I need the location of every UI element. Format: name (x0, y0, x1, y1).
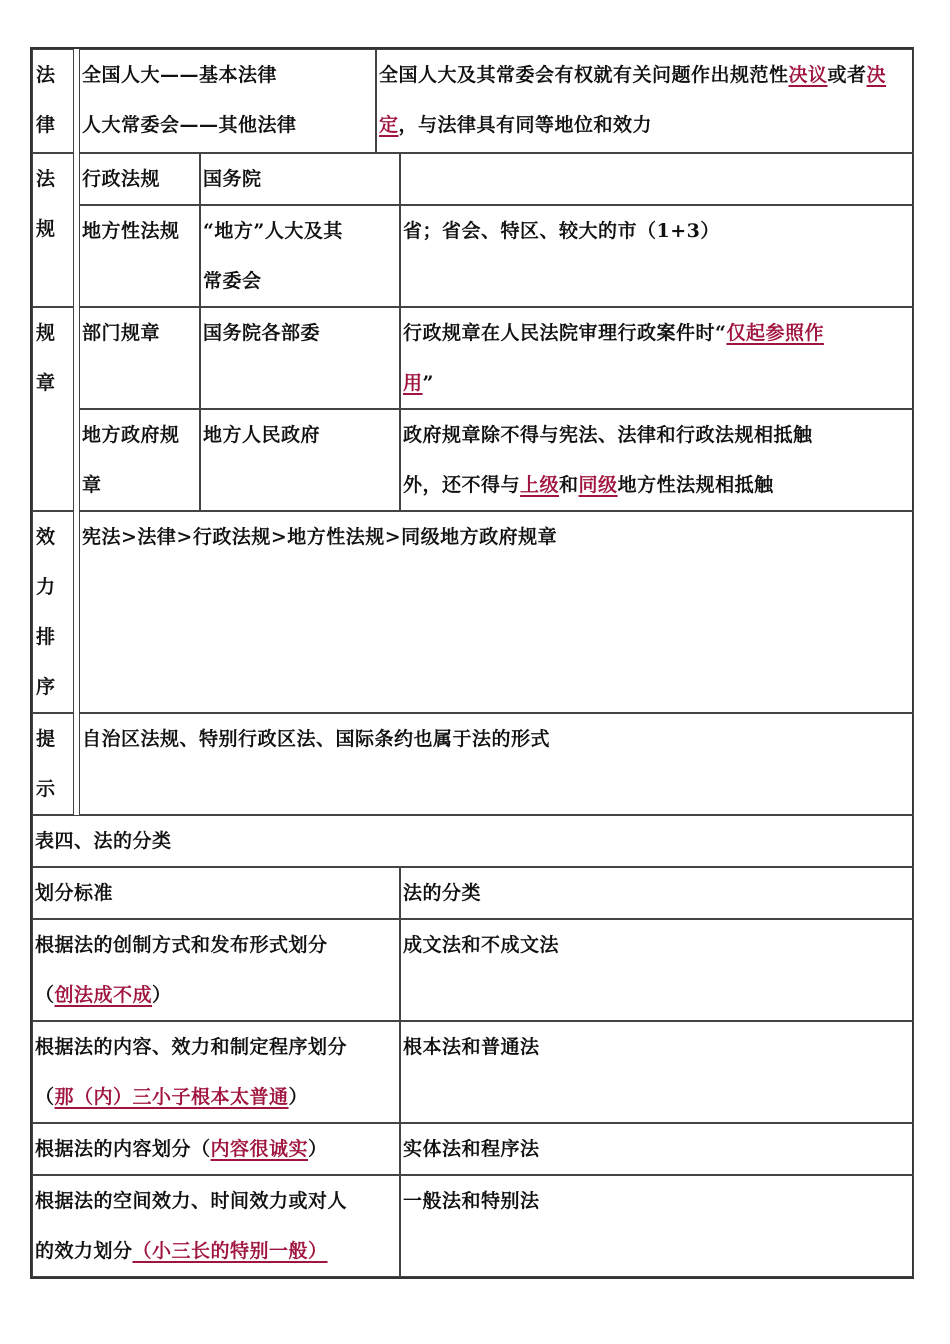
mnemonic-highlight: 创法成不成 (54, 984, 153, 1006)
table4-row2-criterion: 根据法的内容、效力和制定程序划分 （那（内）三小子根本太普通） (32, 1021, 400, 1123)
regulations-label-cell: 法 规 (32, 153, 74, 307)
table4-row1-category: 成文法和不成文法 (400, 919, 914, 1021)
rules-label-cell: 规 章 (32, 307, 74, 511)
admin-regulation-type: 行政法规 (79, 153, 200, 205)
law-label-cell: 法 律 (32, 49, 74, 153)
table4-row4-criterion: 根据法的空间效力、时间效力或对人 的效力划分（小三长的特别一般） (32, 1175, 400, 1277)
table4-title: 表四、法的分类 (32, 815, 914, 867)
local-gov-rules-type: 地方政府规 章 (79, 409, 200, 511)
highlight-decision: 决定 (379, 64, 887, 136)
table4-row3-category: 实体法和程序法 (400, 1123, 914, 1175)
local-regulation-note: 省；省会、特区、较大的市（1+3） (400, 205, 914, 307)
table4-row3-criterion: 根据法的内容划分（内容很诚实） (32, 1123, 400, 1175)
department-rules-note: 行政规章在人民法院审理行政案件时“仅起参照作 用” (400, 307, 914, 409)
local-regulation-maker: “地方”人大及其 常委会 (200, 205, 400, 307)
department-rules-type: 部门规章 (79, 307, 200, 409)
mnemonic-highlight: 那（内）三小子根本太普通 (54, 1086, 289, 1108)
admin-regulation-note (400, 153, 914, 205)
table4-row1-criterion: 根据法的创制方式和发布形式划分 （创法成不成） (32, 919, 400, 1021)
table4-row2-category: 根本法和普通法 (400, 1021, 914, 1123)
mnemonic-highlight: （小三长的特别一般） (132, 1240, 328, 1262)
highlight-reference-only-cont: 用 (403, 372, 423, 394)
admin-regulation-maker: 国务院 (200, 153, 400, 205)
local-regulation-type: 地方性法规 (79, 205, 200, 307)
law-note-cell: 全国人大及其常委会有权就有关问题作出规范性决议或者决定，与法律具有同等地位和效力 (376, 49, 914, 153)
ranking-text-cell: 宪法>法律>行政法规>地方性法规>同级地方政府规章 (79, 511, 914, 713)
local-gov-rules-maker: 地方人民政府 (200, 409, 400, 511)
tip-label-cell: 提 示 (32, 713, 74, 815)
ranking-label-cell: 效 力 排 序 (32, 511, 74, 713)
highlight-reference-only: 仅起参照作 (726, 322, 824, 344)
tip-text-cell: 自治区法规、特别行政区法、国际条约也属于法的形式 (79, 713, 914, 815)
mnemonic-highlight: 内容很诚实 (210, 1138, 309, 1160)
highlight-same-level: 同级 (578, 474, 618, 496)
table4-row4-category: 一般法和特别法 (400, 1175, 914, 1277)
table4-header-category: 法的分类 (400, 867, 914, 919)
law-makers-cell: 全国人大——基本法律 人大常委会——其他法律 (79, 49, 376, 153)
highlight-resolution: 决议 (788, 64, 828, 86)
department-rules-maker: 国务院各部委 (200, 307, 400, 409)
local-gov-rules-note: 政府规章除不得与宪法、法律和行政法规相抵触 外，还不得与上级和同级地方性法规相抵触 (400, 409, 914, 511)
document-page (30, 47, 914, 1279)
table4-header-criterion: 划分标准 (32, 867, 400, 919)
highlight-superior: 上级 (520, 474, 560, 496)
